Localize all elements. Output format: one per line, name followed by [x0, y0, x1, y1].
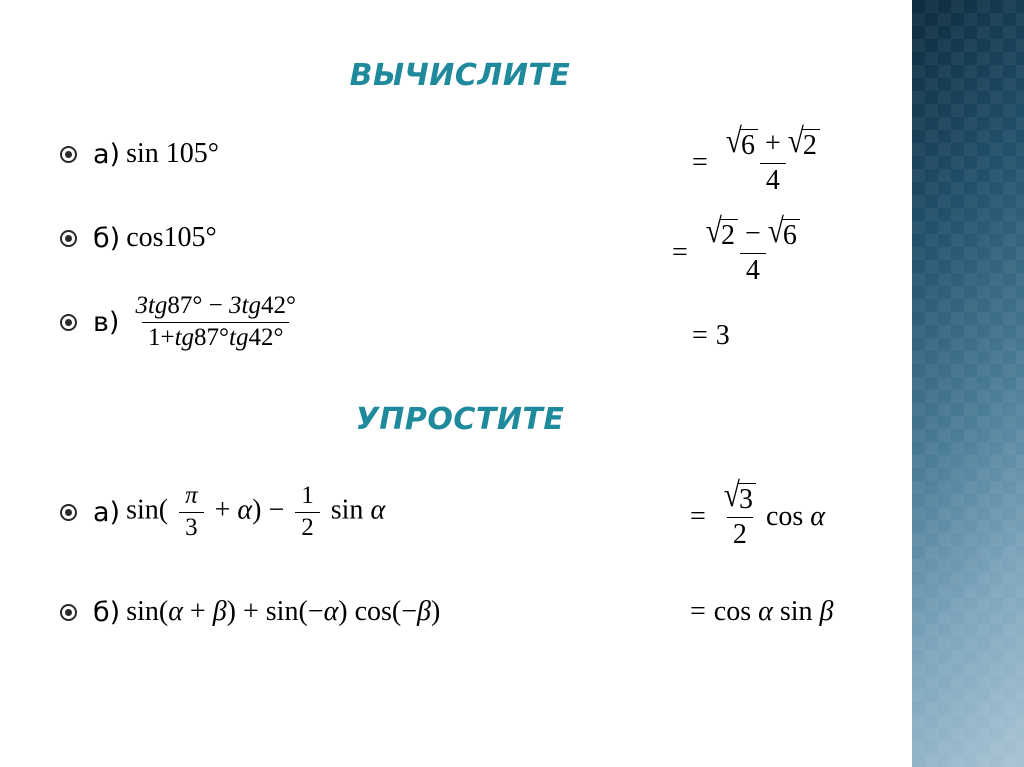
fraction-denominator: 2: [295, 512, 320, 543]
close-paren: ): [252, 494, 262, 526]
numerator-angle-2: 42°: [260, 292, 296, 319]
section-title-calculate: ВЫЧИСЛИТЕ: [349, 58, 571, 93]
fraction-denominator: 3: [179, 512, 204, 543]
numerator-angle-1: 87°: [167, 292, 203, 319]
fraction-denominator: 4: [740, 253, 766, 287]
fraction-numerator: [720, 122, 826, 163]
list-item-calculate-b: [60, 222, 217, 254]
answer-calculate-b: [672, 212, 810, 287]
fraction-denominator: [142, 322, 290, 353]
fraction-denominator: 2: [727, 517, 753, 551]
list-item-calculate-c: [60, 292, 306, 353]
function-cos: cos(: [354, 596, 402, 627]
section-title-simplify: УПРОСТИТЕ: [355, 402, 565, 437]
denominator-angle-2: 42°: [248, 323, 284, 351]
bullet-icon: [60, 504, 77, 521]
sqrt-icon: √ 3: [724, 483, 756, 516]
decorative-right-band: [912, 0, 1024, 767]
math-expression-tangent-fraction: [129, 292, 302, 353]
item-label: б): [93, 222, 121, 254]
numerator-operator: −: [744, 218, 761, 249]
item-label: б): [93, 596, 121, 628]
function-name: cos: [126, 222, 164, 253]
item-label: а): [93, 496, 121, 528]
answer-value: 3: [715, 320, 730, 351]
checker-pattern: [912, 0, 1024, 767]
close-paren-3: ): [431, 596, 441, 627]
variable-alpha: α: [810, 500, 825, 532]
item-label: а): [93, 138, 121, 170]
variable-beta-2: β: [417, 596, 431, 627]
variable-alpha: α: [758, 596, 773, 627]
operator-plus-2: +: [242, 596, 259, 627]
denominator-term-2: tg: [229, 323, 249, 351]
radicand: 3: [738, 483, 756, 516]
sin-open-paren: sin(: [126, 596, 169, 627]
denominator-angle-1: 87°: [194, 323, 230, 351]
function-cos: cos: [713, 596, 752, 627]
numerator-term-1: 3tg: [135, 292, 168, 319]
variable-alpha-2: α: [370, 494, 386, 526]
radicand-1: 2: [720, 219, 738, 252]
math-expression-simplify-b: [126, 596, 440, 628]
answer-fraction: [720, 122, 826, 197]
function-sin-2: sin(: [265, 596, 308, 627]
denominator-one: 1+: [147, 323, 175, 351]
numerator-term-2: 3tg: [229, 292, 261, 319]
equals-sign: =: [692, 146, 708, 178]
operator-minus: −: [268, 494, 285, 526]
fraction-numerator: [700, 212, 806, 253]
sqrt-icon: √ 2: [706, 219, 738, 252]
answer-calculate-a: [692, 122, 830, 197]
function-sin: sin: [330, 494, 364, 526]
function-cos: cos: [765, 500, 804, 532]
answer-fraction: [700, 212, 806, 287]
math-expression-simplify-a: [126, 482, 385, 543]
sin-open-paren: sin(: [126, 494, 169, 526]
variable-alpha: α: [168, 596, 183, 627]
answer-simplify-b: [690, 596, 833, 628]
fraction-numerator: [718, 476, 762, 517]
equals-sign: =: [672, 236, 688, 268]
function-argument: 105°: [163, 222, 217, 253]
sqrt-icon: √ 6: [726, 129, 758, 162]
list-item-simplify-a: [60, 482, 385, 543]
fraction-numerator: 1: [301, 482, 314, 509]
fraction-one-half: [295, 482, 320, 543]
unary-minus-2: −: [401, 596, 418, 627]
radicand-1: 6: [740, 129, 758, 162]
unary-minus: −: [307, 596, 324, 627]
sqrt-icon: √ 2: [788, 129, 820, 162]
function-argument: 105°: [165, 138, 219, 169]
fraction-denominator: 4: [760, 163, 786, 197]
numerator-operator: +: [764, 128, 781, 159]
item-label: в): [93, 306, 120, 338]
equals-sign: =: [690, 500, 706, 532]
equals-sign: =: [692, 320, 708, 351]
fraction-numerator: [129, 292, 302, 322]
bullet-icon: [60, 604, 77, 621]
equals-sign: =: [690, 596, 706, 627]
answer-calculate-c: [692, 320, 730, 352]
variable-beta: β: [212, 596, 227, 627]
sqrt-icon: √ 6: [768, 219, 800, 252]
variable-alpha-2: α: [323, 596, 339, 627]
function-name: sin: [126, 138, 159, 169]
list-item-calculate-a: [60, 138, 219, 170]
math-expression-sin105: [126, 138, 219, 170]
denominator-term-1: tg: [174, 323, 195, 351]
close-paren-2: ): [338, 596, 348, 627]
math-expression-cos105: [126, 222, 217, 254]
radicand-2: 2: [802, 129, 820, 162]
answer-fraction: [718, 476, 762, 551]
list-item-simplify-b: [60, 596, 440, 628]
radicand-2: 6: [782, 219, 800, 252]
numerator-operator: −: [208, 292, 223, 319]
fraction-pi-over-three: [179, 482, 204, 543]
function-sin: sin: [779, 596, 813, 627]
bullet-icon: [60, 146, 77, 163]
close-paren: ): [226, 596, 236, 627]
bullet-icon: [60, 230, 77, 247]
bullet-icon: [60, 314, 77, 331]
variable-alpha: α: [237, 494, 253, 526]
fraction-numerator: π: [185, 482, 198, 509]
operator-plus: +: [189, 596, 206, 627]
variable-beta: β: [819, 596, 834, 627]
operator-plus: +: [214, 494, 231, 526]
answer-simplify-a: [690, 476, 825, 551]
